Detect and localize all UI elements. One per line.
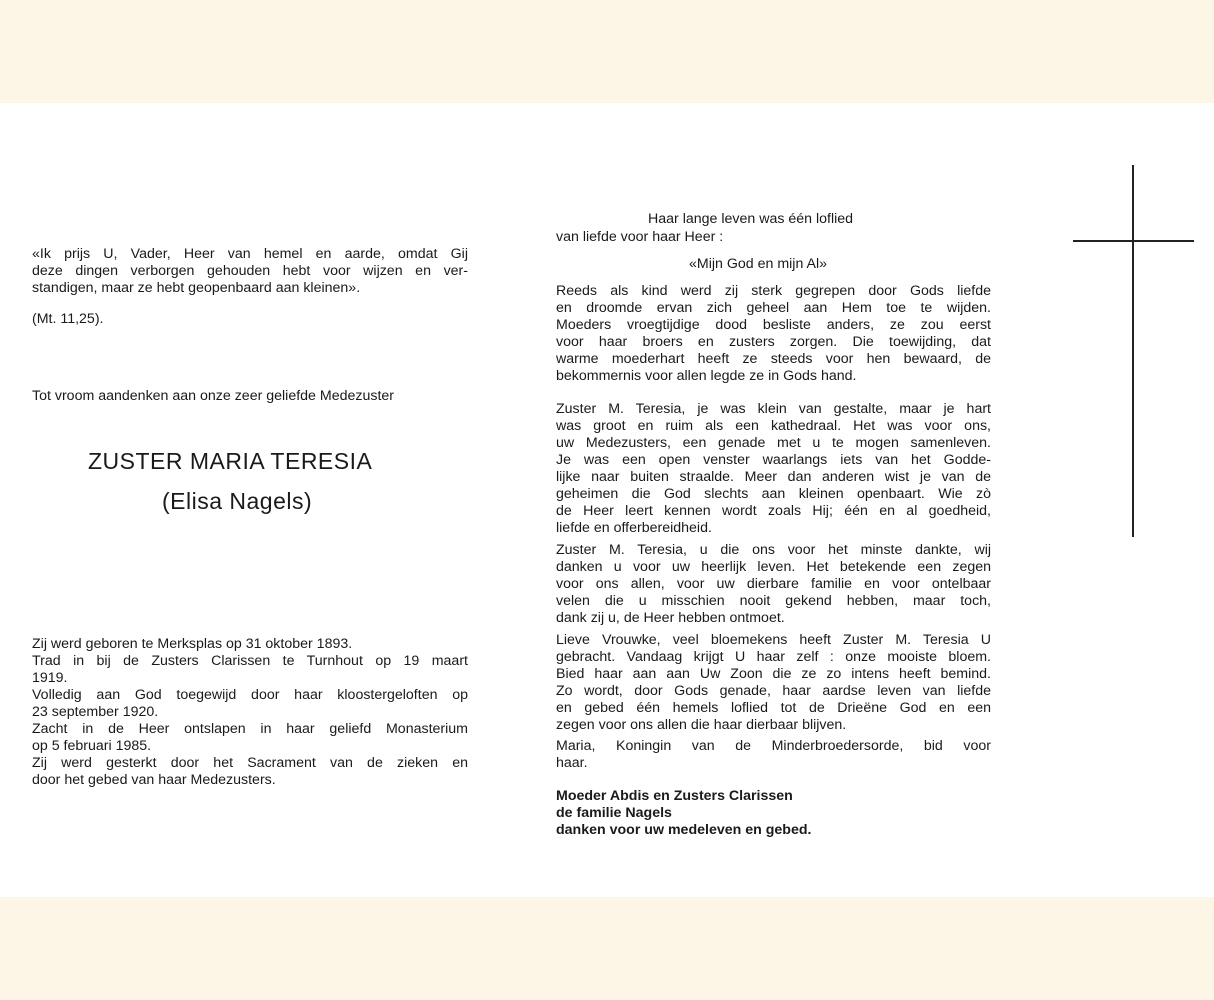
para-line: Lieve Vrouwke, veel bloemekens heeft Zuster M. Teresia U [556, 632, 991, 648]
para-line: Zo wordt, door Gods genade, haar aardse leven van liefde [556, 683, 991, 699]
closing-line: de familie Nagels [556, 805, 672, 821]
birth-name: (Elisa Nagels) [162, 488, 313, 514]
paragraph-1 [556, 283, 991, 385]
quote-line: deze dingen verborgen gehouden hebt voor wijzen en ver- [32, 263, 468, 279]
bio-line: Volledig aan God toegewijd door haar kloostergeloften op [32, 687, 468, 703]
bio-line: Zacht in de Heer ontslapen in haar geliefd Monasterium [32, 721, 468, 737]
cross-horizontal-bar [1073, 240, 1194, 242]
closing-line: Moeder Abdis en Zusters Clarissen [556, 788, 793, 804]
para-line: uw Medezusters, een genade met u te mogen samenleven. [556, 435, 991, 451]
paragraph-4 [556, 632, 991, 734]
para-line: voor haar broers en zusters zorgen. Die toewijding, dat [556, 334, 991, 350]
para-line: danken u voor uw heerlijk leven. Het betekende een zegen [556, 559, 991, 575]
quote-reference: (Mt. 11,25). [32, 311, 104, 327]
intro-line-2: van liefde voor haar Heer : [556, 229, 724, 245]
para-line: Je was een open venster waarlangs iets van het Godde- [556, 452, 991, 468]
para-line: Zuster M. Teresia, u die ons voor het minste dankte, wij [556, 542, 991, 558]
para-line: gebracht. Vandaag krijgt U haar zelf : onze mooiste bloem. [556, 649, 991, 665]
bio-line: Trad in bij de Zusters Clarissen te Turnhout op 19 maart [32, 653, 468, 669]
quote-line: «Ik prijs U, Vader, Heer van hemel en aarde, omdat Gij [32, 246, 468, 262]
motto: «Mijn God en mijn Al» [689, 256, 828, 272]
bible-quote [32, 246, 468, 297]
para-line: was groot en ruim als een kathedraal. Het was voor ons, [556, 418, 991, 434]
para-line: haar. [556, 755, 588, 771]
bio-line: Zij werd geboren te Merksplas op 31 oktober 1893. [32, 636, 353, 652]
bio-line: 23 september 1920. [32, 704, 159, 720]
bio-line: 1919. [32, 670, 68, 686]
para-line: en gebed één hemels loflied tot de Drieëne God en een [556, 700, 991, 716]
para-line: lijke naar buiten straalde. Meer dan anderen wist je van de [556, 469, 991, 485]
para-line: dank zij u, de Heer hebben ontmoet. [556, 610, 785, 626]
memory-line: Tot vroom aandenken aan onze zeer geliefde Medezuster [32, 388, 395, 404]
bio-line: door het gebed van haar Medezusters. [32, 772, 276, 788]
para-line: bekommernis voor allen legde ze in Gods hand. [556, 368, 857, 384]
para-line: warme moederhart heeft ze steeds voor hen bewaard, de [556, 351, 991, 367]
para-line: geheimen die God slechts aan kleinen openbaart. Wie zò [556, 486, 991, 502]
bio-line: Zij werd gesterkt door het Sacrament van de zieken en [32, 755, 468, 771]
bio-line: op 5 februari 1985. [32, 738, 152, 754]
para-line: liefde en offerbereidheid. [556, 520, 712, 536]
closing-signature [556, 788, 811, 839]
para-line: Maria, Koningin van de Minderbroedersorde, bid voor [556, 738, 991, 754]
para-line: zegen voor ons allen die haar dierbaar blijven. [556, 717, 847, 733]
para-line: voor ons allen, voor uw dierbare familie en voor ontelbaar [556, 576, 991, 592]
deceased-name: ZUSTER MARIA TERESIA [88, 448, 373, 474]
cross-vertical-bar [1132, 165, 1134, 537]
para-line: Zuster M. Teresia, je was klein van gestalte, maar je hart [556, 401, 991, 417]
para-line: de Heer leert kennen wordt zoals Hij; één en al goedheid, [556, 503, 991, 519]
para-line: Moeders vroegtijdige dood besliste anders, ze zou eerst [556, 317, 991, 333]
paragraph-2 [556, 401, 991, 537]
para-line: Reeds als kind werd zij sterk gegrepen door Gods liefde [556, 283, 991, 299]
closing-line: danken voor uw medeleven en gebed. [556, 822, 812, 838]
biography [32, 636, 468, 789]
quote-line: standigen, maar ze hebt geopenbaard aan kleinen». [32, 280, 361, 296]
para-line: Bied haar aan aan Uw Zoon die ze zo intens heeft bemind. [556, 666, 991, 682]
para-line: en droomde ervan zich geheel aan Hem toe te wijden. [556, 300, 991, 316]
paragraph-3 [556, 542, 991, 627]
para-line: velen die u misschien nooit gekend hebben, maar toch, [556, 593, 991, 609]
paragraph-5 [556, 738, 991, 772]
intro-line-1: Haar lange leven was één loflied [648, 211, 854, 227]
